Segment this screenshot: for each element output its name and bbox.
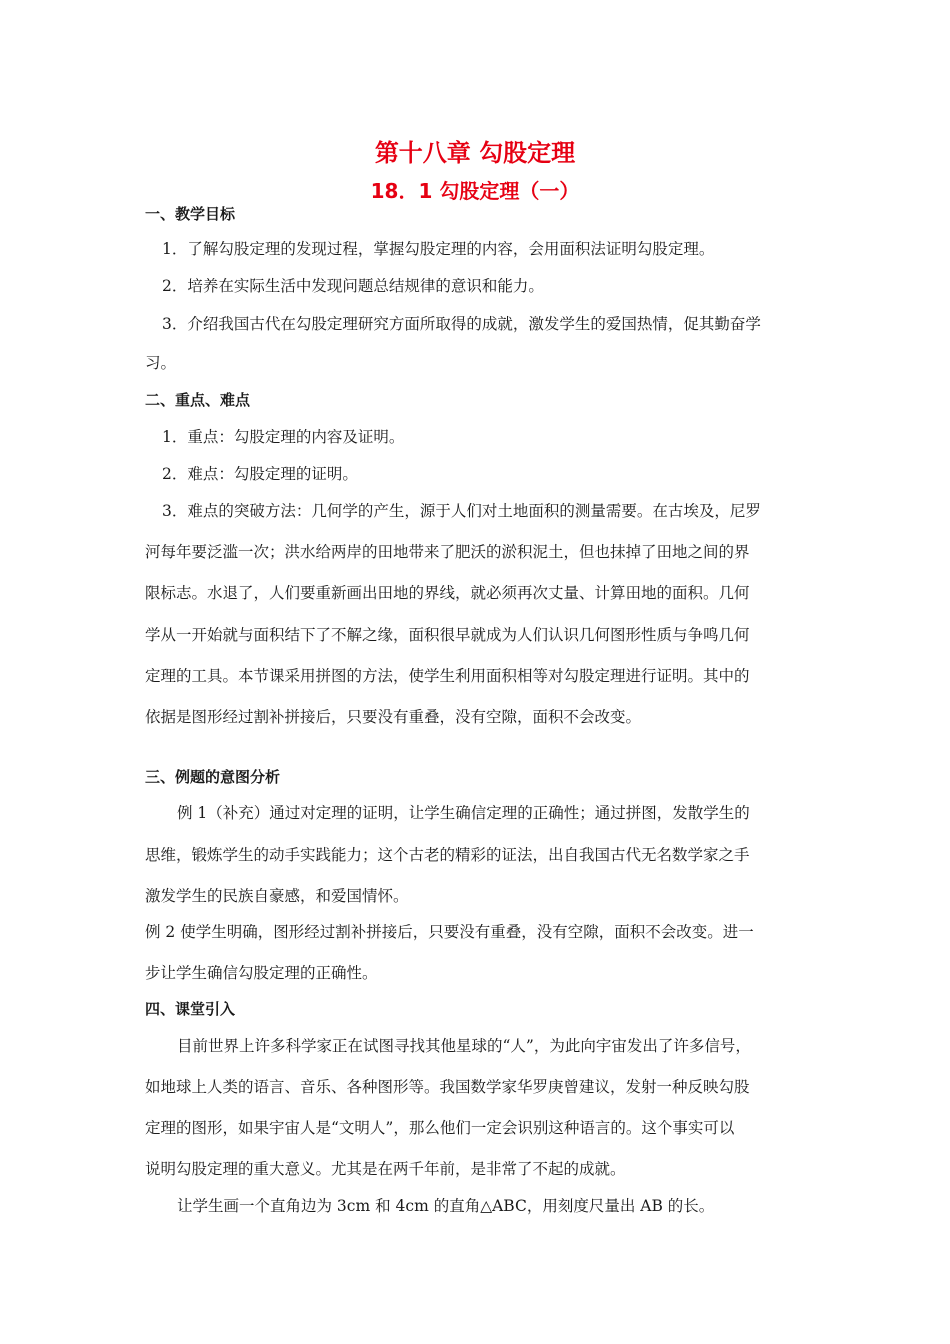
paragraph-line: 2．难点：勾股定理的证明。 [162,465,358,483]
paragraph-line: 例 2 使学生明确，图形经过割补拼接后，只要没有重叠，没有空隙，面积不会改变。进一 [145,923,754,941]
paragraph-line: 河每年要泛滥一次；洪水给两岸的田地带来了肥沃的淤积泥土，但也抹掉了田地之间的界 [145,543,750,561]
section-title: 18．1 勾股定理（一） [370,179,580,203]
paragraph-line: 1．重点：勾股定理的内容及证明。 [162,428,405,446]
paragraph-line: 目前世界上许多科学家正在试图寻找其他星球的“人”，为此向宇宙发出了许多信号， [177,1037,751,1055]
paragraph-line: 思维，锻炼学生的动手实践能力；这个古老的精彩的证法，出自我国古代无名数学家之手 [145,846,750,864]
paragraph-line: 习。 [145,354,177,372]
paragraph-line: 让学生画一个直角边为 3cm 和 4cm 的直角△ABC，用刻度尺量出 AB 的长。 [177,1197,715,1215]
paragraph-line: 步让学生确信勾股定理的正确性。 [145,964,378,982]
paragraph-line: 说明勾股定理的重大意义。尤其是在两千年前，是非常了不起的成就。 [145,1160,626,1178]
heading-class-intro: 四、课堂引入 [145,1000,236,1018]
paragraph-line: 如地球上人类的语言、音乐、各种图形等。我国数学家华罗庚曾建议，发射一种反映勾股 [145,1078,750,1096]
paragraph-line: 学从一开始就与面积结下了不解之缘，面积很早就成为人们认识几何图形性质与争鸣几何 [145,626,750,644]
paragraph-line: 1．了解勾股定理的发现过程，掌握勾股定理的内容，会用面积法证明勾股定理。 [162,240,715,258]
paragraph-line: 例 1（补充）通过对定理的证明，让学生确信定理的正确性；通过拼图，发散学生的 [177,804,750,822]
paragraph-line: 3．介绍我国古代在勾股定理研究方面所取得的成就，激发学生的爱国热情，促其勤奋学 [162,315,761,333]
heading-teaching-goals: 一、教学目标 [145,205,236,223]
paragraph-line: 2．培养在实际生活中发现问题总结规律的意识和能力。 [162,277,544,295]
paragraph-line: 限标志。水退了，人们要重新画出田地的界线，就必须再次丈量、计算田地的面积。几何 [145,584,750,602]
chapter-title: 第十八章 勾股定理 [374,139,576,167]
paragraph-line: 定理的工具。本节课采用拼图的方法，使学生利用面积相等对勾股定理进行证明。其中的 [145,667,750,685]
paragraph-line: 激发学生的民族自豪感，和爱国情怀。 [145,887,409,905]
paragraph-line: 依据是图形经过割补拼接后，只要没有重叠，没有空隙，面积不会改变。 [145,708,642,726]
paragraph-line: 3．难点的突破方法：几何学的产生，源于人们对土地面积的测量需要。在古埃及，尼罗 [162,502,761,520]
paragraph-line: 定理的图形，如果宇宙人是“文明人”，那么他们一定会识别这种语言的。这个事实可以 [145,1119,735,1137]
heading-example-analysis: 三、例题的意图分析 [145,768,281,786]
heading-key-points: 二、重点、难点 [145,391,251,409]
